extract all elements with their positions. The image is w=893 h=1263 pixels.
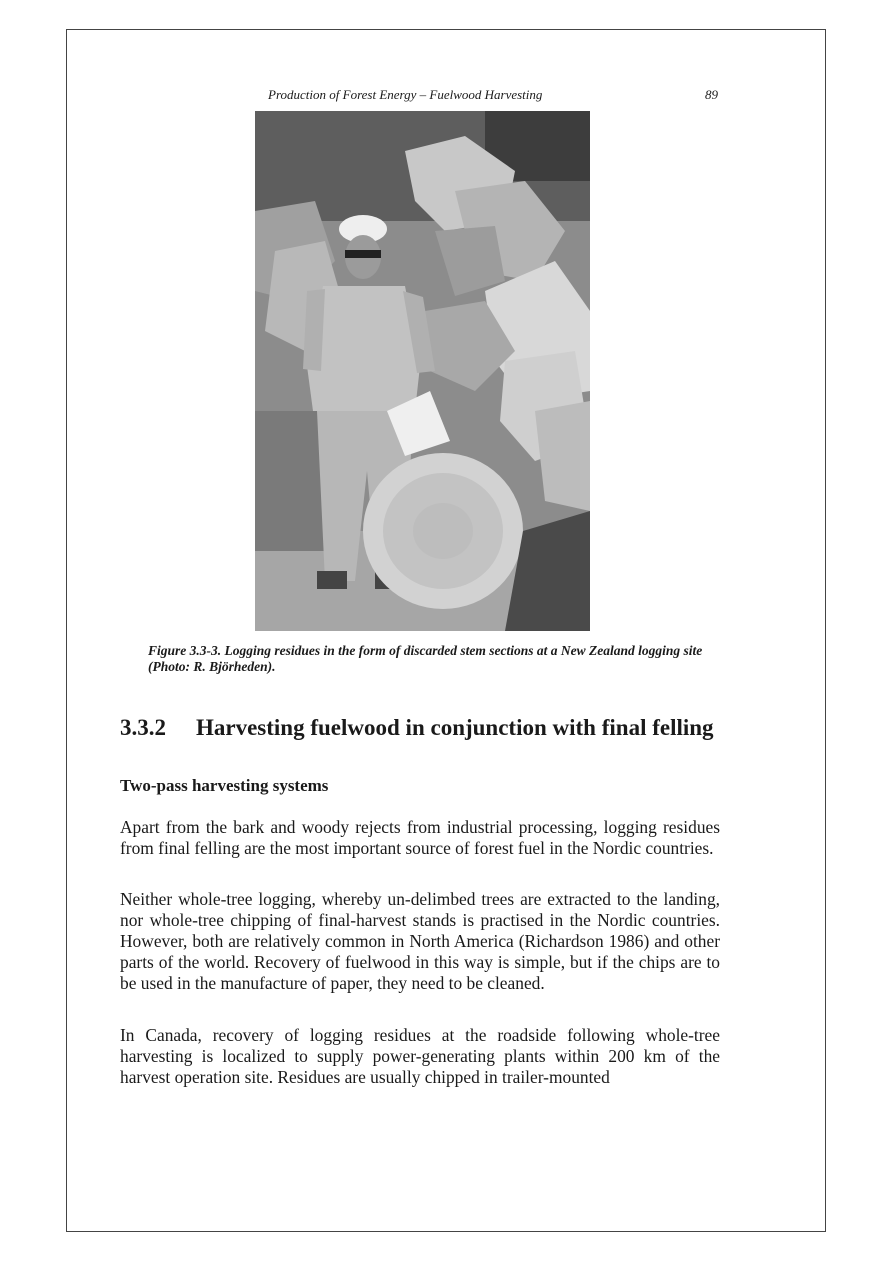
section-number: 3.3.2 — [120, 715, 166, 740]
figure-photo — [255, 111, 590, 631]
paragraph: Apart from the bark and woody rejects from industrial processing, logging residues from final felling are the most important source of forest fuel in the Nordic countries. — [120, 817, 720, 858]
paragraph: In Canada, recovery of logging residues at the roadside following whole-tree harvesting is localized to supply power-generating plants within 200 km of the harvest operation site. Residues are usually chipped in trailer-mounted — [120, 1025, 720, 1087]
paragraph: Neither whole-tree logging, whereby un-delimbed trees are extracted to the landing, nor whole-tree chipping of final-harvest stands is practised in the Nordic countries. However, both are relatively common in North America (Richardson 1986) and other parts of the world. Recovery of fuelwood in this way is simple, but if the chips are to be used in the manufacture of paper, they need to be cleaned. — [120, 889, 720, 993]
figure-caption: Figure 3.3-3. Logging residues in the form of discarded stem sections at a New Zealand logging site (Photo: R. Björheden). — [148, 643, 703, 674]
section-title: Harvesting fuelwood in conjunction with final felling — [196, 715, 714, 740]
subsection-heading: Two-pass harvesting systems — [120, 776, 329, 795]
section-heading — [120, 715, 714, 741]
page-number: 89 — [705, 87, 718, 102]
running-head-title: Production of Forest Energy – Fuelwood Harvesting — [268, 87, 543, 102]
